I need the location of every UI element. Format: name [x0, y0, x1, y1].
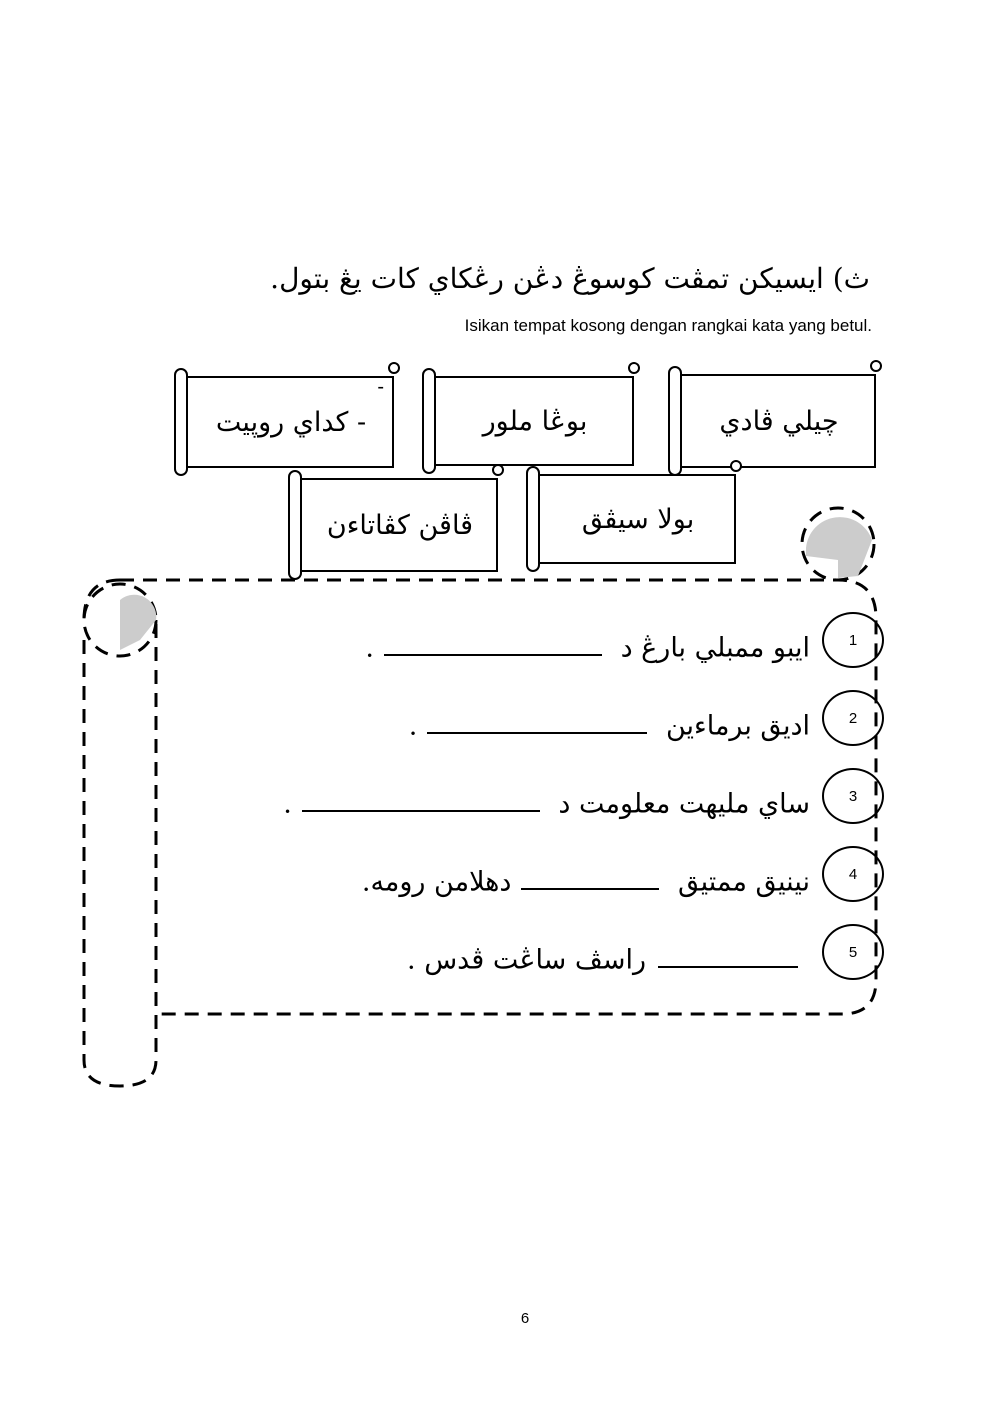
question-1-before: ايبو ممبلي بارڠ د [620, 632, 810, 664]
instruction-jawi: ث) ايسيکن تمڤت کوسوڠ دڠن رڠکاي کات يڠ بتول. [270, 262, 870, 295]
answer-blank-5[interactable] [658, 938, 798, 968]
card-dash-mark: - [377, 376, 384, 398]
word-card-label: - کداي روڽيت [215, 406, 367, 438]
word-card-label: بوڠا ملور [482, 405, 588, 437]
left-curl-shade [120, 595, 156, 650]
question-1 [170, 626, 810, 663]
page-number: 6 [520, 1310, 530, 1327]
answer-blank-1[interactable] [384, 626, 602, 656]
question-2-before: اديق برماءين [665, 710, 810, 742]
question-3-before: ساي مليهت معلومت د [558, 788, 810, 820]
question-2-after: . [408, 710, 418, 742]
question-3 [170, 782, 810, 819]
question-3-after: . [283, 788, 292, 820]
question-5-after: راسڤ ساڠت ڤدس . [407, 944, 646, 976]
question-5 [170, 938, 810, 975]
question-number-3: 3 [822, 768, 884, 824]
question-number-2: 2 [822, 690, 884, 746]
question-4-before: نينيق ممتيق [678, 866, 810, 898]
word-card-label: ڤاڤن کڤاتاءن [326, 509, 474, 541]
question-1-after: . [365, 632, 374, 664]
question-4 [170, 860, 810, 897]
question-4-after: دهلامن رومه. [361, 866, 512, 898]
question-number-5: 5 [822, 924, 884, 980]
question-number-4: 4 [822, 846, 884, 902]
answer-blank-2[interactable] [427, 704, 647, 734]
question-number-1: 1 [822, 612, 884, 668]
word-card-label: بولا سيڤق [581, 503, 695, 535]
instruction-malay: Isikan tempat kosong dengan rangkai kata yang betul. [464, 316, 872, 335]
question-2 [170, 704, 810, 741]
answer-blank-4[interactable] [521, 860, 659, 890]
word-card-label: چيلي ڤادي [719, 405, 839, 437]
answer-blank-3[interactable] [302, 782, 540, 812]
